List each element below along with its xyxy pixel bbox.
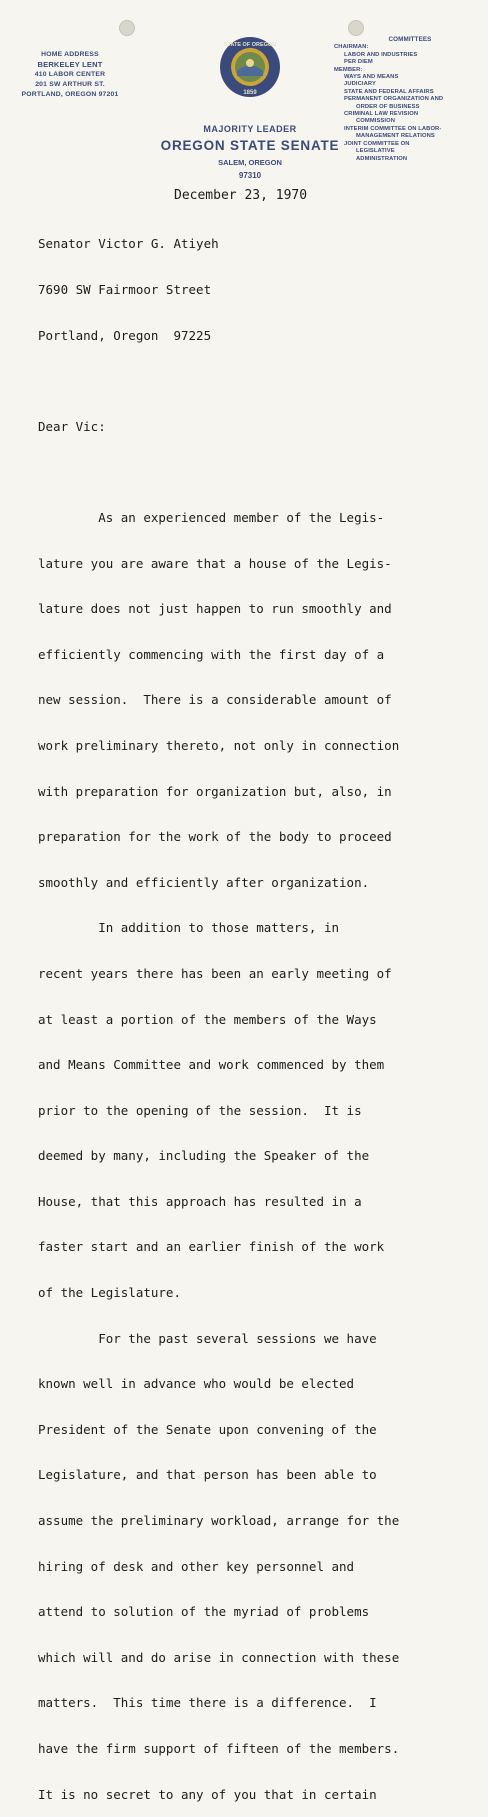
chairman-item: PER DIEM: [344, 59, 373, 66]
letter-line: recent years there has been an early meeting of: [38, 965, 392, 981]
letter-line: with preparation for organization but, also, in: [38, 783, 392, 799]
address-line-3: PORTLAND, OREGON 97201: [21, 91, 119, 98]
member-item: CRIMINAL LAW REVISION: [344, 111, 419, 118]
letter-line: faster start and an earlier finish of the work: [38, 1239, 385, 1255]
state-seal-icon: [219, 36, 281, 98]
committees-block: [334, 36, 486, 163]
letter-line: work preliminary thereto, not only in connection: [38, 737, 400, 753]
letter-line: lature you are aware that a house of the Legis-: [38, 555, 392, 571]
letter-line: have the firm support of fifteen of the members.: [38, 1741, 400, 1756]
letter-line: preparation for the work of the body to proceed: [38, 829, 392, 845]
letter-line: attend to solution of the myriad of problems: [38, 1604, 370, 1620]
letter-line: Dear Vic:: [38, 418, 106, 434]
letter-line: As an experienced member of the Legis-: [38, 509, 385, 525]
chairman-label: CHAIRMAN:: [334, 44, 369, 51]
committees-title: COMMITTEES: [388, 36, 432, 43]
seal-text: STATE OF OREGON: [223, 42, 277, 48]
seal-year: 1859: [243, 90, 257, 96]
letter-line: prior to the opening of the session. It is: [38, 1102, 362, 1118]
letter-line: For the past several sessions we have: [38, 1330, 377, 1346]
member-item: JOINT COMMITTEE ON: [344, 140, 410, 147]
letter-line: House, that this approach has resulted in a: [38, 1193, 362, 1209]
member-item-continued: LEGISLATIVE: [356, 148, 395, 155]
letter-line: which will and do arise in connection with these: [38, 1649, 400, 1665]
member-label: MEMBER:: [334, 66, 363, 73]
letter-line: Portland, Oregon 97225: [38, 327, 212, 343]
letter-line: new session. There is a considerable amount of: [38, 692, 392, 708]
letter-line: 7690 SW Fairmoor Street: [38, 282, 212, 297]
letter-line: Senator Victor G. Atiyeh: [38, 236, 219, 252]
member-item-continued: COMMISSION: [356, 118, 396, 125]
letterhead-center: [140, 124, 360, 180]
letter-body: [38, 206, 488, 1817]
letter-line: at least a portion of the members of the Ways: [38, 1011, 377, 1027]
member-item: WAYS AND MEANS: [344, 74, 399, 81]
punch-hole-right: [348, 20, 364, 36]
letter-line: [38, 464, 488, 479]
member-item: JUDICIARY: [344, 81, 376, 88]
letter-line: It is no secret to any of you that in certain: [38, 1786, 377, 1802]
letter-line: deemed by many, including the Speaker of the: [38, 1148, 370, 1164]
letter-line: matters. This time there is a difference. I: [38, 1695, 377, 1711]
letter-line: efficiently commencing with the first day of a: [38, 646, 385, 662]
letter-line: lature does not just happen to run smoothly and: [38, 601, 392, 617]
member-item-continued: ADMINISTRATION: [356, 155, 408, 162]
letter-line: President of the Senate upon convening of the: [38, 1421, 377, 1437]
letter-line: [38, 373, 488, 388]
letter-line: assume the preliminary workload, arrange for the: [38, 1513, 400, 1529]
letter-date: December 23, 1970: [174, 188, 308, 203]
chairman-item: LABOR AND INDUSTRIES: [344, 51, 418, 58]
member-item: INTERIM COMMITTEE ON LABOR-: [344, 125, 442, 132]
member-item: PERMANENT ORGANIZATION AND: [344, 96, 444, 103]
letter-line: Legislature, and that person has been able to: [38, 1467, 377, 1483]
address-line-2: 201 SW ARTHUR ST.: [35, 81, 105, 88]
letter-line: smoothly and efficiently after organization.: [38, 874, 370, 890]
member-item: STATE AND FEDERAL AFFAIRS: [344, 88, 434, 95]
organization-name: OREGON STATE SENATE: [160, 138, 340, 153]
home-address-block: [10, 50, 130, 100]
zip-code: 97310: [238, 171, 262, 180]
punch-hole-left: [119, 20, 135, 36]
letter-line: and Means Committee and work commenced by them: [38, 1057, 385, 1073]
letter-line: known well in advance who would be elected: [38, 1376, 355, 1392]
address-line-1: 410 LABOR CENTER: [34, 71, 106, 78]
home-address-label: HOME ADDRESS: [41, 51, 99, 58]
city-state: SALEM, OREGON: [218, 158, 282, 167]
letter-line: hiring of desk and other key personnel and: [38, 1558, 355, 1574]
letter-line: In addition to those matters, in: [38, 920, 340, 936]
letter-line: of the Legislature.: [38, 1285, 181, 1301]
member-item-continued: MANAGEMENT RELATIONS: [356, 133, 435, 140]
sender-name: BERKELEY LENT: [37, 60, 103, 69]
sender-title: MAJORITY LEADER: [203, 124, 297, 134]
member-item-continued: ORDER OF BUSINESS: [356, 103, 420, 110]
